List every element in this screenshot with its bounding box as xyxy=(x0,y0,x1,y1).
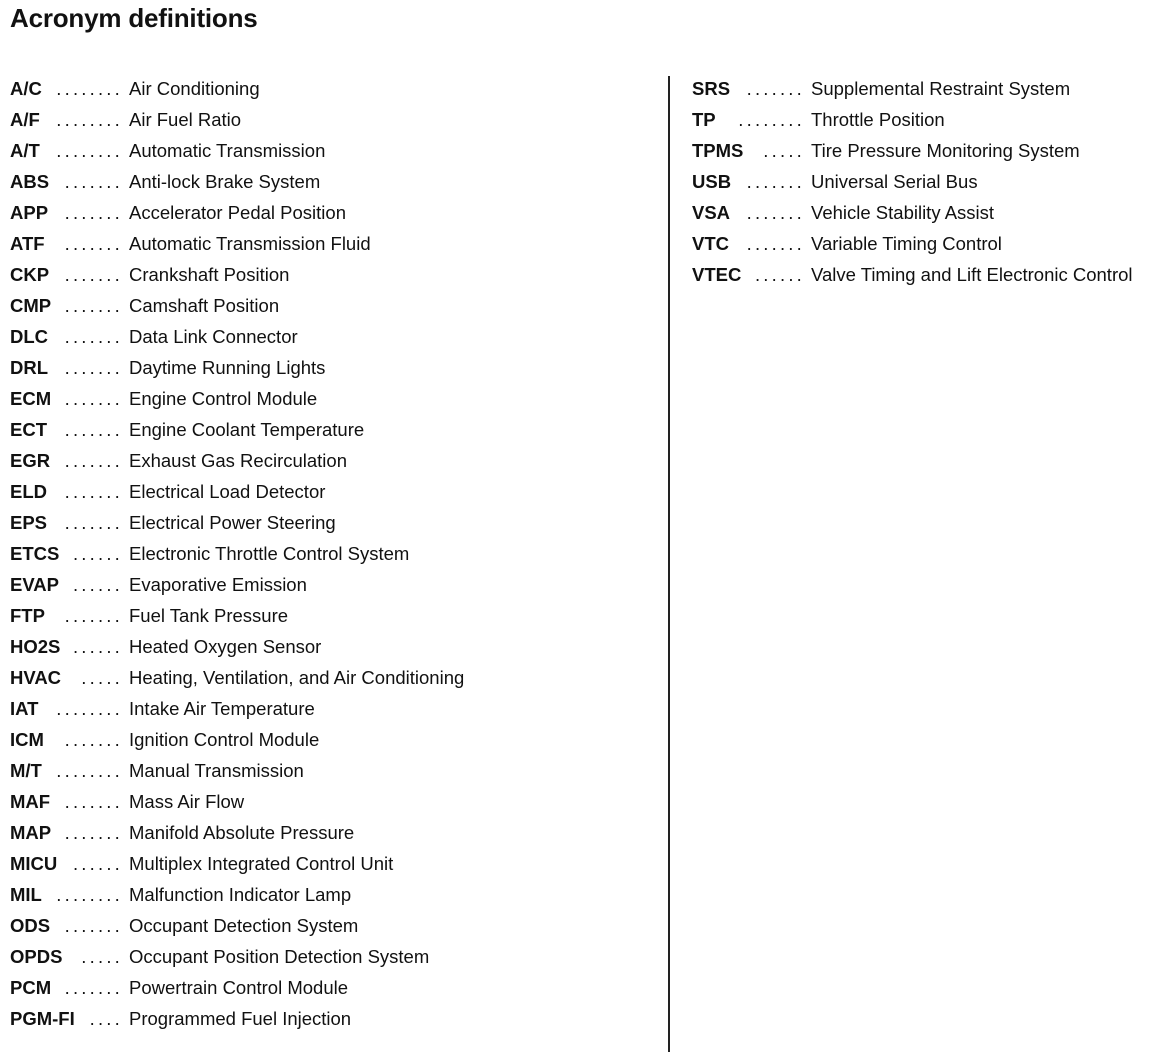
leader-dots: ....... xyxy=(64,791,123,812)
acronym-abbreviation: OPDS xyxy=(10,946,63,967)
acronym-entry xyxy=(10,786,650,817)
acronym-definition: Ignition Control Module xyxy=(129,729,320,750)
acronym-abbreviation: CKP xyxy=(10,264,50,285)
acronym-entry xyxy=(10,569,650,600)
acronym-abbreviation: A/F xyxy=(10,109,40,130)
acronym-abbreviation: USB xyxy=(692,171,732,192)
acronym-entry xyxy=(692,73,1152,104)
leader-dots: ..... xyxy=(763,140,805,161)
acronym-entry xyxy=(10,910,650,941)
acronym-abbreviation: EGR xyxy=(10,450,51,471)
acronym-abbreviation: FTP xyxy=(10,605,45,626)
acronym-abbreviation: MAF xyxy=(10,791,51,812)
acronym-definition: Crankshaft Position xyxy=(129,264,290,285)
acronym-entry xyxy=(10,631,650,662)
acronym-list-left xyxy=(10,73,650,1034)
acronym-abbreviation: ELD xyxy=(10,481,47,502)
acronym-entry xyxy=(692,228,1152,259)
acronym-entry xyxy=(10,135,650,166)
acronym-entry xyxy=(10,352,650,383)
acronym-definition: Universal Serial Bus xyxy=(811,171,978,192)
leader-dots: ....... xyxy=(64,512,123,533)
acronym-definition: Data Link Connector xyxy=(129,326,298,347)
acronym-abbreviation: VTEC xyxy=(692,264,742,285)
leader-dots: ..... xyxy=(81,946,123,967)
leader-dots: ........ xyxy=(56,78,123,99)
acronym-definition: Air Fuel Ratio xyxy=(129,109,242,130)
acronym-abbreviation: MIL xyxy=(10,884,42,905)
acronym-entry xyxy=(10,941,650,972)
acronym-abbreviation: APP xyxy=(10,202,49,223)
leader-dots: ....... xyxy=(64,388,123,409)
acronym-definition: Intake Air Temperature xyxy=(129,698,315,719)
page-title: Acronym definitions xyxy=(10,3,258,33)
acronym-definition: Occupant Detection System xyxy=(129,915,359,936)
acronym-entry xyxy=(10,600,650,631)
acronym-entry xyxy=(10,755,650,786)
leader-dots: ....... xyxy=(64,450,123,471)
acronym-entry xyxy=(692,135,1152,166)
acronym-entry xyxy=(10,259,650,290)
leader-dots: ...... xyxy=(754,264,805,285)
leader-dots: ....... xyxy=(746,78,805,99)
acronym-entry xyxy=(10,476,650,507)
acronym-abbreviation: MICU xyxy=(10,853,58,874)
acronym-abbreviation: SRS xyxy=(692,78,731,99)
leader-dots: ...... xyxy=(72,853,123,874)
acronym-entry xyxy=(10,166,650,197)
acronym-definition: Heating, Ventilation, and Air Conditioning xyxy=(129,667,465,688)
acronym-definition: Engine Control Module xyxy=(129,388,318,409)
acronym-entry xyxy=(10,73,650,104)
acronym-abbreviation: ETCS xyxy=(10,543,60,564)
acronym-entry xyxy=(692,197,1152,228)
acronym-abbreviation: DRL xyxy=(10,357,49,378)
acronym-definition: Malfunction Indicator Lamp xyxy=(129,884,352,905)
acronym-entry xyxy=(10,445,650,476)
acronym-definition: Evaporative Emission xyxy=(129,574,307,595)
acronym-definition: Mass Air Flow xyxy=(129,791,245,812)
acronym-definition: Air Conditioning xyxy=(129,78,260,99)
leader-dots: ...... xyxy=(72,636,123,657)
acronym-entry xyxy=(10,228,650,259)
acronym-entry xyxy=(692,259,1152,290)
leader-dots: ....... xyxy=(64,357,123,378)
leader-dots: ....... xyxy=(64,915,123,936)
acronym-abbreviation: TPMS xyxy=(692,140,744,161)
acronym-definition: Anti-lock Brake System xyxy=(129,171,321,192)
acronym-definition: Camshaft Position xyxy=(129,295,280,316)
acronym-entry xyxy=(10,197,650,228)
acronym-abbreviation: MAP xyxy=(10,822,52,843)
leader-dots: ........ xyxy=(56,884,123,905)
acronym-abbreviation: TP xyxy=(692,109,716,130)
leader-dots: ...... xyxy=(72,574,123,595)
acronym-definition: Electrical Load Detector xyxy=(129,481,326,502)
leader-dots: .... xyxy=(89,1008,123,1029)
leader-dots: ....... xyxy=(746,171,805,192)
leader-dots: ...... xyxy=(72,543,123,564)
acronym-abbreviation: EVAP xyxy=(10,574,60,595)
acronym-entry xyxy=(692,166,1152,197)
acronym-definition: Daytime Running Lights xyxy=(129,357,326,378)
acronym-abbreviation: DLC xyxy=(10,326,49,347)
acronym-definition: Variable Timing Control xyxy=(811,233,1002,254)
acronym-definition: Programmed Fuel Injection xyxy=(129,1008,352,1029)
acronym-entry xyxy=(692,104,1152,135)
leader-dots: ....... xyxy=(64,264,123,285)
leader-dots: ........ xyxy=(738,109,805,130)
acronym-entry xyxy=(10,693,650,724)
acronym-entry xyxy=(10,321,650,352)
acronym-definition: Automatic Transmission Fluid xyxy=(129,233,371,254)
acronym-definition: Exhaust Gas Recirculation xyxy=(129,450,347,471)
acronym-abbreviation: ECT xyxy=(10,419,47,440)
acronym-definition: Multiplex Integrated Control Unit xyxy=(129,853,394,874)
acronym-abbreviation: EPS xyxy=(10,512,48,533)
acronym-entry xyxy=(10,507,650,538)
leader-dots: ........ xyxy=(56,698,123,719)
acronym-entry xyxy=(10,538,650,569)
acronym-abbreviation: VSA xyxy=(692,202,731,223)
leader-dots: ....... xyxy=(64,977,123,998)
acronym-entry xyxy=(10,104,650,135)
acronym-entry xyxy=(10,1003,650,1034)
acronym-definition: Electronic Throttle Control System xyxy=(129,543,410,564)
acronym-abbreviation: PGM-FI xyxy=(10,1008,75,1029)
leader-dots: ....... xyxy=(64,729,123,750)
acronym-definition: Occupant Position Detection System xyxy=(129,946,430,967)
acronym-abbreviation: ABS xyxy=(10,171,50,192)
acronym-list-right xyxy=(692,73,1152,290)
acronym-entry xyxy=(10,662,650,693)
acronym-abbreviation: ICM xyxy=(10,729,44,750)
acronym-entry xyxy=(10,848,650,879)
acronym-definition: Fuel Tank Pressure xyxy=(129,605,289,626)
acronym-definition: Manifold Absolute Pressure xyxy=(129,822,355,843)
acronym-definition: Engine Coolant Temperature xyxy=(129,419,365,440)
leader-dots: ........ xyxy=(56,140,123,161)
leader-dots: ....... xyxy=(746,233,805,254)
leader-dots: ....... xyxy=(64,605,123,626)
acronym-entry xyxy=(10,724,650,755)
acronym-definition: Tire Pressure Monitoring System xyxy=(811,140,1080,161)
acronym-entry xyxy=(10,879,650,910)
leader-dots: ....... xyxy=(746,202,805,223)
acronym-abbreviation: HO2S xyxy=(10,636,61,657)
acronym-definition: Manual Transmission xyxy=(129,760,304,781)
leader-dots: ....... xyxy=(64,171,123,192)
leader-dots: ....... xyxy=(64,233,123,254)
acronym-abbreviation: M/T xyxy=(10,760,42,781)
acronym-definition: Heated Oxygen Sensor xyxy=(129,636,322,657)
acronym-entry xyxy=(10,383,650,414)
leader-dots: ....... xyxy=(64,326,123,347)
acronym-definition: Throttle Position xyxy=(811,109,945,130)
acronym-abbreviation: PCM xyxy=(10,977,52,998)
acronym-definition: Powertrain Control Module xyxy=(129,977,349,998)
leader-dots: ....... xyxy=(64,202,123,223)
acronym-abbreviation: VTC xyxy=(692,233,729,254)
leader-dots: ........ xyxy=(56,760,123,781)
acronym-definition: Electrical Power Steering xyxy=(129,512,336,533)
acronym-abbreviation: CMP xyxy=(10,295,52,316)
acronym-abbreviation: ECM xyxy=(10,388,52,409)
leader-dots: ....... xyxy=(64,481,123,502)
acronym-abbreviation: HVAC xyxy=(10,667,62,688)
acronym-abbreviation: IAT xyxy=(10,698,39,719)
leader-dots: ....... xyxy=(64,295,123,316)
acronym-definition: Vehicle Stability Assist xyxy=(811,202,995,223)
acronym-entry xyxy=(10,290,650,321)
acronym-abbreviation: ATF xyxy=(10,233,45,254)
acronym-entry xyxy=(10,414,650,445)
acronym-abbreviation: A/C xyxy=(10,78,42,99)
leader-dots: ....... xyxy=(64,822,123,843)
leader-dots: ..... xyxy=(81,667,123,688)
acronym-definition: Automatic Transmission xyxy=(129,140,326,161)
acronym-definition: Accelerator Pedal Position xyxy=(129,202,346,223)
acronym-entry xyxy=(10,972,650,1003)
acronym-entry xyxy=(10,817,650,848)
column-divider xyxy=(668,76,670,1052)
leader-dots: ........ xyxy=(56,109,123,130)
acronym-definition: Supplemental Restraint System xyxy=(811,78,1071,99)
acronym-definition: Valve Timing and Lift Electronic Control xyxy=(811,264,1133,285)
acronym-abbreviation: ODS xyxy=(10,915,51,936)
leader-dots: ....... xyxy=(64,419,123,440)
acronym-abbreviation: A/T xyxy=(10,140,40,161)
